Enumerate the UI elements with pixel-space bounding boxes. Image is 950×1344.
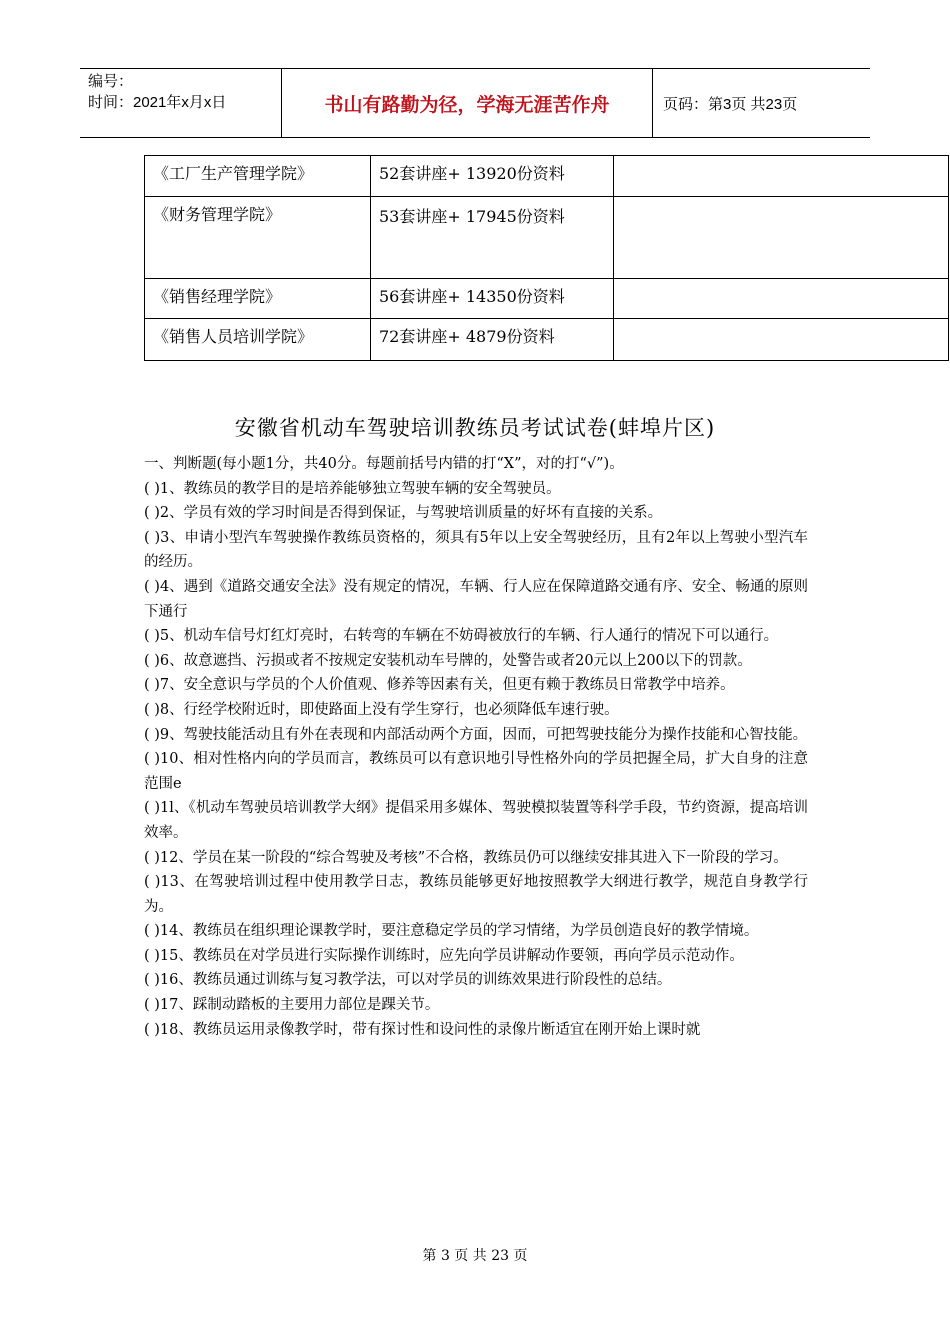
question-item: ( )14、教练员在组织理论课教学时，要注意稳定学员的学习情绪，为学员创造良好的教学情境。 — [144, 923, 759, 940]
question-item: ( )2、学员有效的学习时间是否得到保证，与驾驶培训质量的好坏有直接的关系。 — [144, 505, 663, 522]
exam-title: 安徽省机动车驾驶培训教练员考试试卷(蚌埠片区) — [234, 416, 716, 440]
question-item: ( )6、故意遮挡、污损或者不按规定安装机动车号牌的，处警告或者20元以上200以下的罚款。 — [144, 652, 752, 669]
question-item: ( )10、相对性格内向的学员而言，教练员可以有意识地引导性格外向的学员把握全局，扩大自身的注意范围e — [144, 751, 808, 792]
course-name: 《销售人员培训学院》 — [145, 319, 371, 361]
page-header — [80, 68, 870, 138]
table-row — [145, 319, 949, 361]
course-content: 53套讲座+ 17945份资料 — [371, 197, 614, 279]
course-note — [614, 319, 949, 361]
course-name: 《销售经理学院》 — [145, 279, 371, 319]
question-item: ( )7、安全意识与学员的个人价值观、修养等因素有关，但更有赖于教练员日常教学中培养。 — [144, 677, 735, 694]
header-page-info: 页码：第3页 共23页 — [663, 95, 798, 113]
course-name: 《工厂生产管理学院》 — [145, 156, 371, 197]
question-item: ( )1l、《机动车驾驶员培训教学大纲》提倡采用多媒体、驾驶模拟装置等科学手段，节约资源，提高培训效率。 — [144, 800, 808, 841]
table-row — [145, 197, 949, 279]
course-note — [614, 197, 949, 279]
question-item: ( )9、驾驶技能活动且有外在表现和内部活动两个方面，因而，可把驾驶技能分为操作技能和心智技能。 — [144, 726, 808, 743]
course-note — [614, 279, 949, 319]
question-item: ( )18、教练员运用录像教学时，带有探讨性和设问性的录像片断适宜在刚开始上课时就 — [144, 1021, 701, 1038]
question-item: ( )13、在驾驶培训过程中使用教学日志，教练员能够更好地按照教学大纲进行教学，规范自身教学行为。 — [144, 874, 808, 915]
header-meta — [80, 69, 282, 137]
course-content: 52套讲座+ 13920份资料 — [371, 156, 614, 197]
course-note — [614, 156, 949, 197]
section-heading: 一、判断题(每小题1分，共40分。每题前括号内错的打“X”，对的打“√”)。 — [144, 456, 624, 472]
question-item: ( )3、申请小型汽车驾驶操作教练员资格的，须具有5年以上安全驾驶经历，且有2年以上驾驶小型汽车的经历。 — [144, 529, 808, 571]
course-table — [144, 155, 949, 361]
question-item: ( )4、遇到《道路交通安全法》没有规定的情况，车辆、行人应在保障道路交通有序、安全、畅通的原则下通行 — [144, 578, 808, 620]
exam-body — [144, 452, 808, 1042]
question-item: ( )12、学员在某一阶段的“综合驾驶及考核”不合格，教练员仍可以继续安排其进入下一阶段的学习。 — [144, 849, 788, 866]
question-item: ( )1、教练员的教学目的是培养能够独立驾驶车辆的安全驾驶员。 — [144, 480, 561, 497]
course-content: 56套讲座+ 14350份资料 — [371, 279, 614, 319]
document-date: 时间：2021年x月x日 — [88, 94, 227, 111]
table-row — [145, 156, 949, 197]
question-item: ( )17、踩制动踏板的主要用力部位是踝关节。 — [144, 997, 440, 1014]
table-row — [145, 279, 949, 319]
question-item: ( )5、机动车信号灯红灯亮时，右转弯的车辆在不妨碍被放行的车辆、行人通行的情况下可以通行。 — [144, 628, 779, 645]
page-footer: 第 3 页 共 23 页 — [422, 1248, 528, 1264]
course-content: 72套讲座+ 4879份资料 — [371, 319, 614, 361]
question-item: ( )15、教练员在对学员进行实际操作训练时，应先向学员讲解动作要领，再向学员示范动作。 — [144, 947, 744, 964]
document-number-label: 编号： — [88, 73, 134, 90]
question-item: ( )8、行经学校附近时，即使路面上没有学生穿行，也必须降低车速行驶。 — [144, 701, 619, 718]
question-item: ( )16、教练员通过训练与复习教学法，可以对学员的训练效果进行阶段性的总结。 — [144, 972, 672, 989]
header-motto: 书山有路勤为径，学海无涯苦作舟 — [282, 69, 653, 137]
course-name: 《财务管理学院》 — [145, 197, 371, 279]
